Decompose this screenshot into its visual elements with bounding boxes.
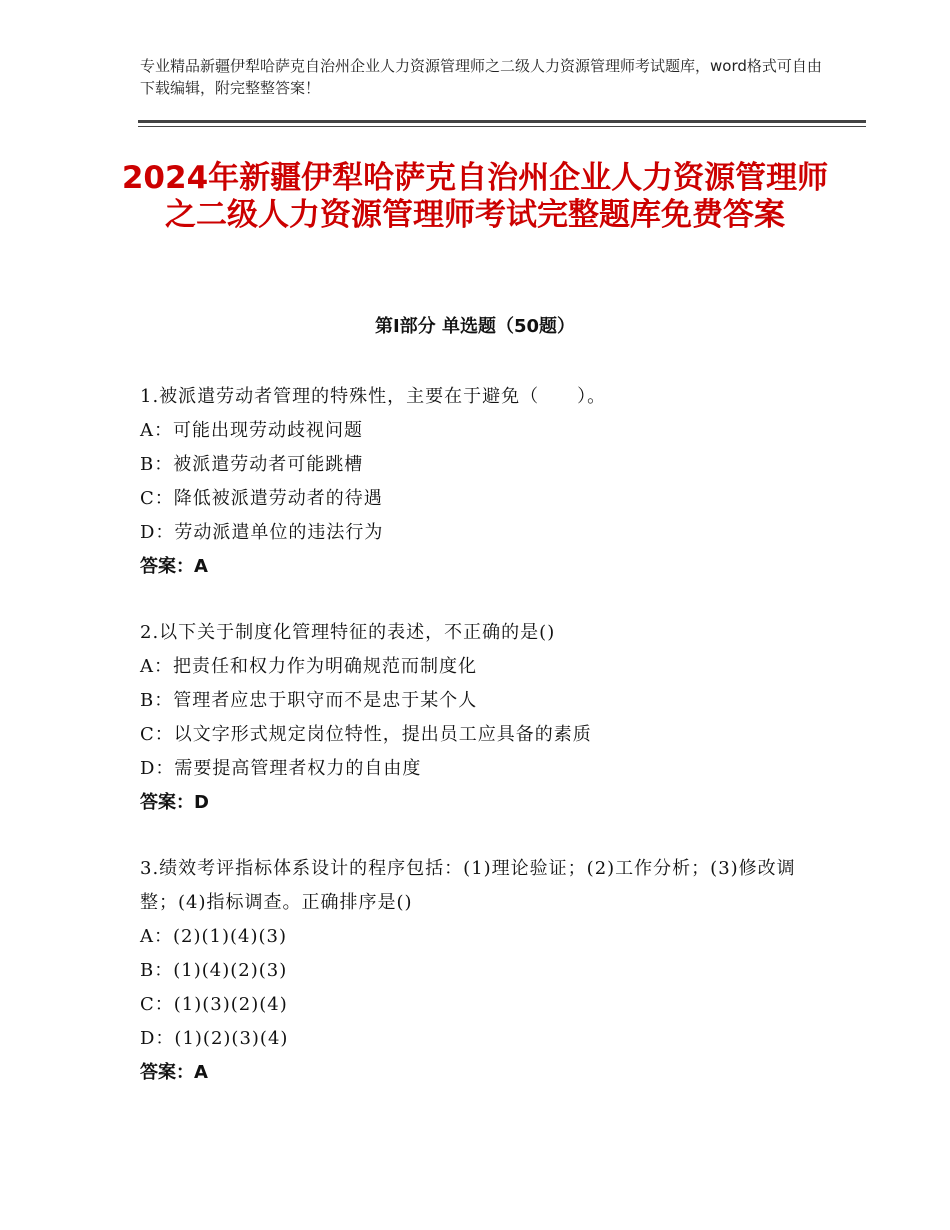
section-heading: 第Ⅰ部分 单选题（50题） — [374, 316, 575, 337]
question-list — [140, 380, 830, 1122]
option-b: B：(1)(4)(2)(3) — [140, 960, 288, 981]
question-1 — [140, 380, 830, 584]
option-a: A：可能出现劳动歧视问题 — [140, 420, 363, 441]
question-stem: 1.被派遣劳动者管理的特殊性，主要在于避免（ ）。 — [140, 386, 607, 407]
option-c: C：(1)(3)(2)(4) — [140, 994, 288, 1015]
option-d: D：需要提高管理者权力的自由度 — [140, 758, 422, 779]
option-d: D：劳动派遣单位的违法行为 — [140, 522, 384, 543]
answer-label: 答案：A — [140, 556, 208, 577]
header-divider-thick — [138, 120, 866, 123]
header-divider-thin — [138, 126, 866, 127]
question-2 — [140, 616, 830, 820]
document-title: 2024年新疆伊犁哈萨克自治州企业人力资源管理师之二级人力资源管理师考试完整题库免费答案 — [121, 160, 829, 233]
option-d: D：(1)(2)(3)(4) — [140, 1028, 289, 1049]
question-stem: 2.以下关于制度化管理特征的表述，不正确的是() — [140, 622, 556, 643]
question-3 — [140, 852, 830, 1090]
option-c: C：降低被派遣劳动者的待遇 — [140, 488, 383, 509]
header-note: 专业精品新疆伊犁哈萨克自治州企业人力资源管理师之二级人力资源管理师考试题库，word格式可自由下载编辑，附完整整答案！ — [140, 57, 822, 97]
question-stem: 3.绩效考评指标体系设计的程序包括：(1)理论验证；(2)工作分析；(3)修改调整；(4)指标调查。正确排序是() — [140, 858, 796, 913]
option-b: B：管理者应忠于职守而不是忠于某个人 — [140, 690, 478, 711]
option-b: B：被派遣劳动者可能跳槽 — [140, 454, 364, 475]
option-a: A：把责任和权力作为明确规范而制度化 — [140, 656, 477, 677]
answer-label: 答案：D — [140, 792, 209, 813]
option-a: A：(2)(1)(4)(3) — [140, 926, 287, 947]
answer-label: 答案：A — [140, 1062, 208, 1083]
option-c: C：以文字形式规定岗位特性，提出员工应具备的素质 — [140, 724, 592, 745]
